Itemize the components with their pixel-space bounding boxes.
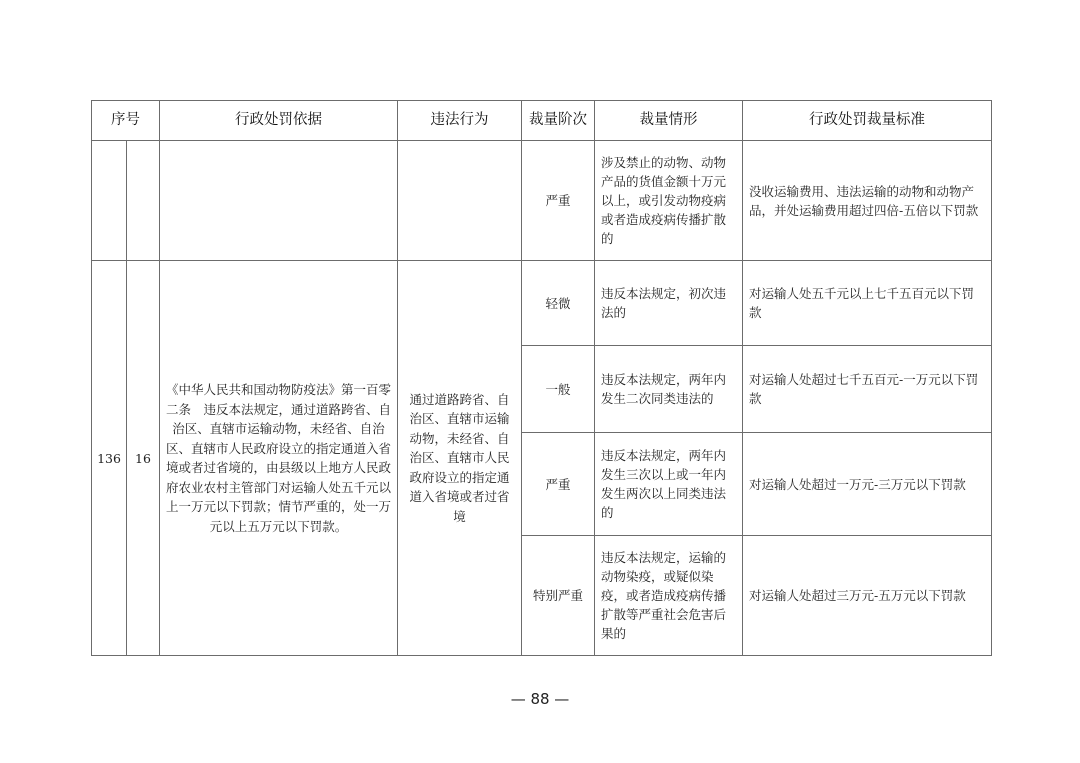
header-situation: 裁量情形 [595, 101, 743, 141]
header-act: 违法行为 [398, 101, 522, 141]
item-sub-number: 16 [127, 261, 160, 656]
situation-cell: 涉及禁止的动物、动物产品的货值金额十万元以上，或引发动物疫病或者造成疫病传播扩散的 [595, 141, 743, 261]
penalty-table-sheet [91, 100, 991, 656]
header-seq: 序号 [92, 101, 160, 141]
violation-act-cell: 通过道路跨省、自治区、直辖市运输动物，未经省、自治区、直辖市人民政府设立的指定通道入省境或者过省境 [398, 261, 522, 656]
header-level: 裁量阶次 [522, 101, 595, 141]
level-cell: 一般 [522, 346, 595, 433]
empty-cell-sub-no [127, 141, 160, 261]
empty-cell-basis [160, 141, 398, 261]
header-row [92, 101, 992, 141]
header-standard: 行政处罚裁量标准 [743, 101, 992, 141]
empty-cell-act [398, 141, 522, 261]
table-row [92, 141, 992, 261]
item-number: 136 [92, 261, 127, 656]
empty-cell-no [92, 141, 127, 261]
standard-cell: 对运输人处超过七千五百元-一万元以下罚款 [743, 346, 992, 433]
standard-cell: 对运输人处超过三万元-五万元以下罚款 [743, 536, 992, 656]
table-row [92, 261, 992, 346]
legal-basis-cell: 《中华人民共和国动物防疫法》第一百零二条 违反本法规定，通过道路跨省、自治区、直辖市运输动物，未经省、自治区、直辖市人民政府设立的指定通道入省境或者过省境的，由县级以上地方人民政府农业农村主管部门对运输人处五千元以上一万元以下罚款；情节严重的，处一万元以上五万元以下罚款。 [160, 261, 398, 656]
penalty-table [91, 100, 992, 656]
standard-cell: 没收运输费用、违法运输的动物和动物产品，并处运输费用超过四倍-五倍以下罚款 [743, 141, 992, 261]
header-basis: 行政处罚依据 [160, 101, 398, 141]
level-cell: 严重 [522, 433, 595, 536]
standard-cell: 对运输人处五千元以上七千五百元以下罚款 [743, 261, 992, 346]
situation-cell: 违反本法规定，初次违法的 [595, 261, 743, 346]
situation-cell: 违反本法规定，两年内发生三次以上或一年内发生两次以上同类违法的 [595, 433, 743, 536]
situation-cell: 违反本法规定，两年内发生二次同类违法的 [595, 346, 743, 433]
level-cell: 特别严重 [522, 536, 595, 656]
level-cell: 严重 [522, 141, 595, 261]
standard-cell: 对运输人处超过一万元-三万元以下罚款 [743, 433, 992, 536]
situation-cell: 违反本法规定，运输的动物染疫，或疑似染疫，或者造成疫病传播扩散等严重社会危害后果的 [595, 536, 743, 656]
page-number: — 88 — [510, 690, 570, 708]
level-cell: 轻微 [522, 261, 595, 346]
